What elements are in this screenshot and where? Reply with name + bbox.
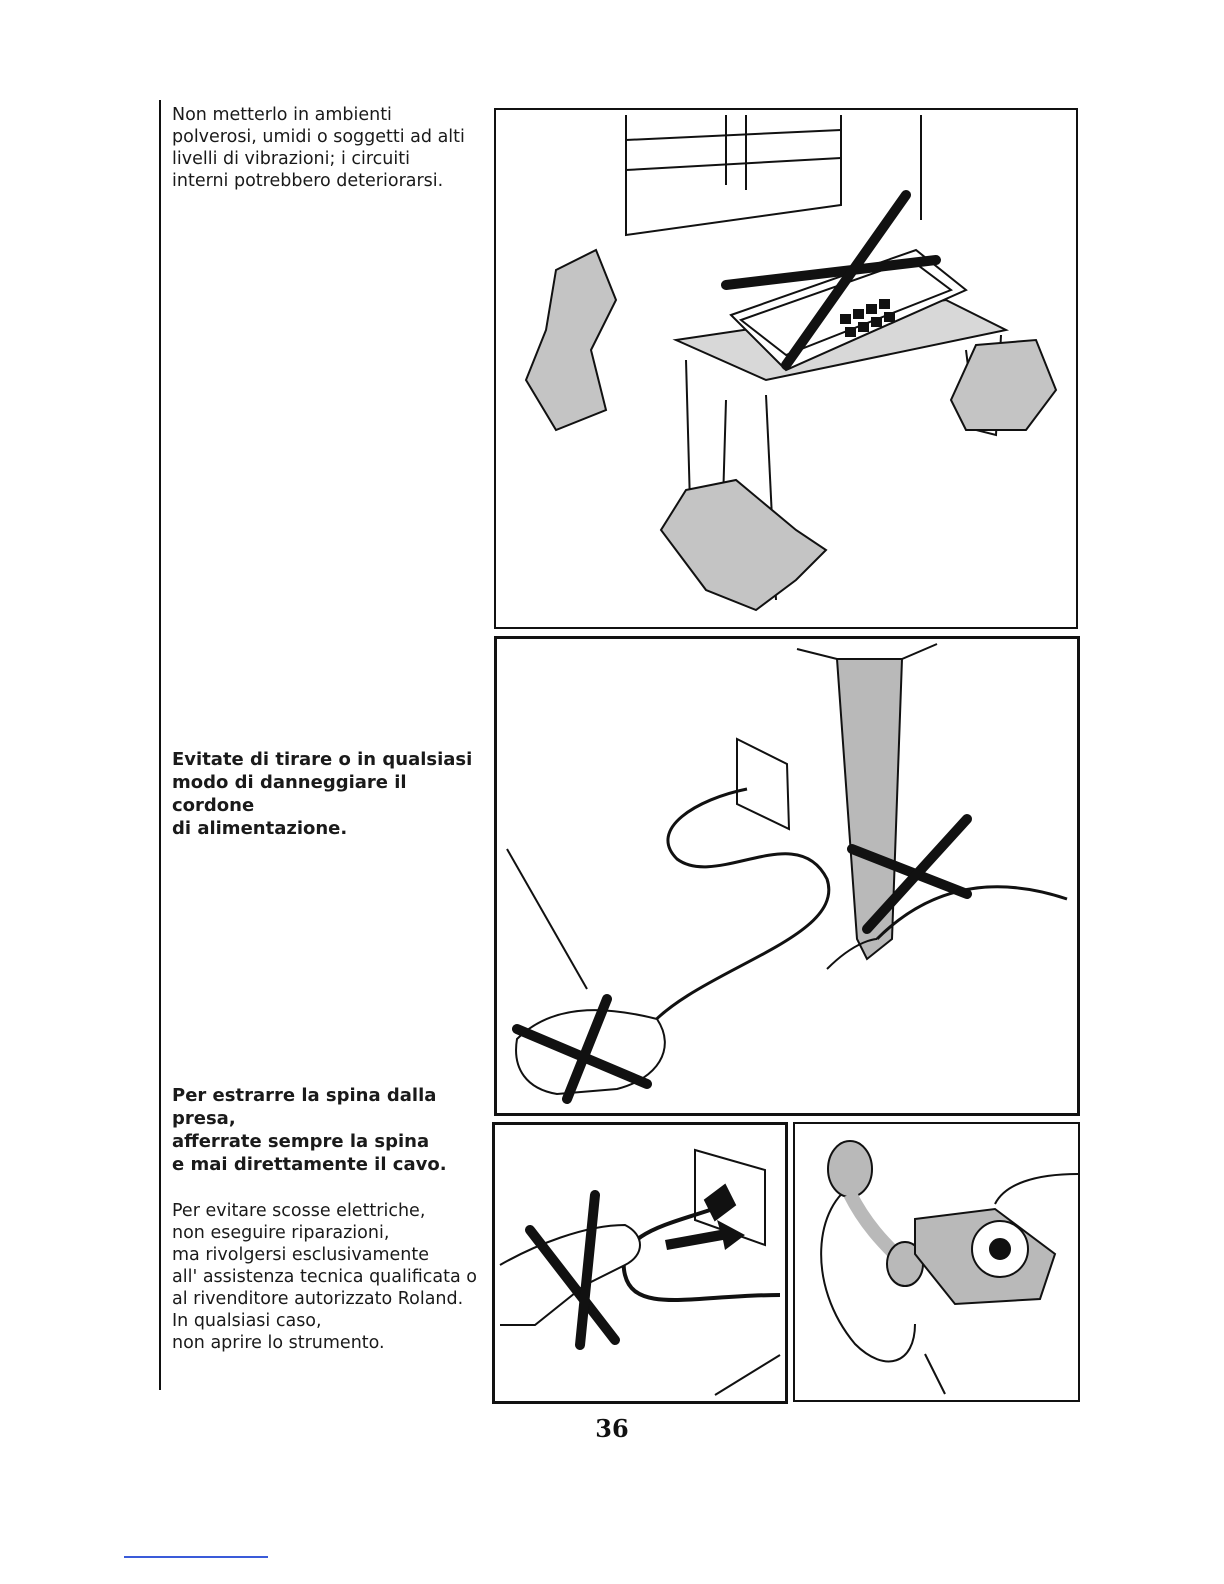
illustration-power-cord (494, 636, 1080, 1116)
note-power-cord: Evitate di tirare o in qualsiasi modo di danneggiare il cordone di alimentazione. (172, 749, 473, 839)
call-service-drawing (795, 1124, 1078, 1400)
handset-earpiece (828, 1141, 872, 1197)
illustration-damp-location (494, 108, 1078, 629)
note-unplug: Per estrarre la spina dalla presa, afferrate sempre la spina e mai direttamente il cavo. (172, 1085, 447, 1175)
damp-location-drawing (496, 110, 1076, 627)
hand-right (995, 1174, 1078, 1204)
note-servicing: Per evitare scosse elettriche, non eseguire riparazioni, ma rivolgersi esclusivamente all' assistenza tecnica qualificata o al rivenditore autorizzato Roland. In qualsiasi caso, non aprire lo strumento. (172, 1201, 477, 1353)
note-dust-humidity: Non metterlo in ambienti polverosi, umidi o soggetti ad alti livelli di vibrazioni; i circuiti interni potrebbero deteriorarsi. (172, 105, 465, 191)
margin-rule (159, 100, 161, 1390)
floor-puddle-left (661, 480, 826, 610)
unplug-drawing (495, 1125, 785, 1401)
wall-stain (526, 250, 616, 430)
illustration-unplug (492, 1122, 788, 1404)
window-frame (626, 115, 841, 235)
power-cord-drawing (497, 639, 1077, 1113)
illustration-call-service (793, 1122, 1080, 1402)
footer-rule (124, 1556, 268, 1558)
table-leg (837, 659, 902, 959)
power-cord (647, 789, 829, 1029)
page-number: 36 (595, 1414, 629, 1443)
wall-socket (737, 739, 789, 829)
